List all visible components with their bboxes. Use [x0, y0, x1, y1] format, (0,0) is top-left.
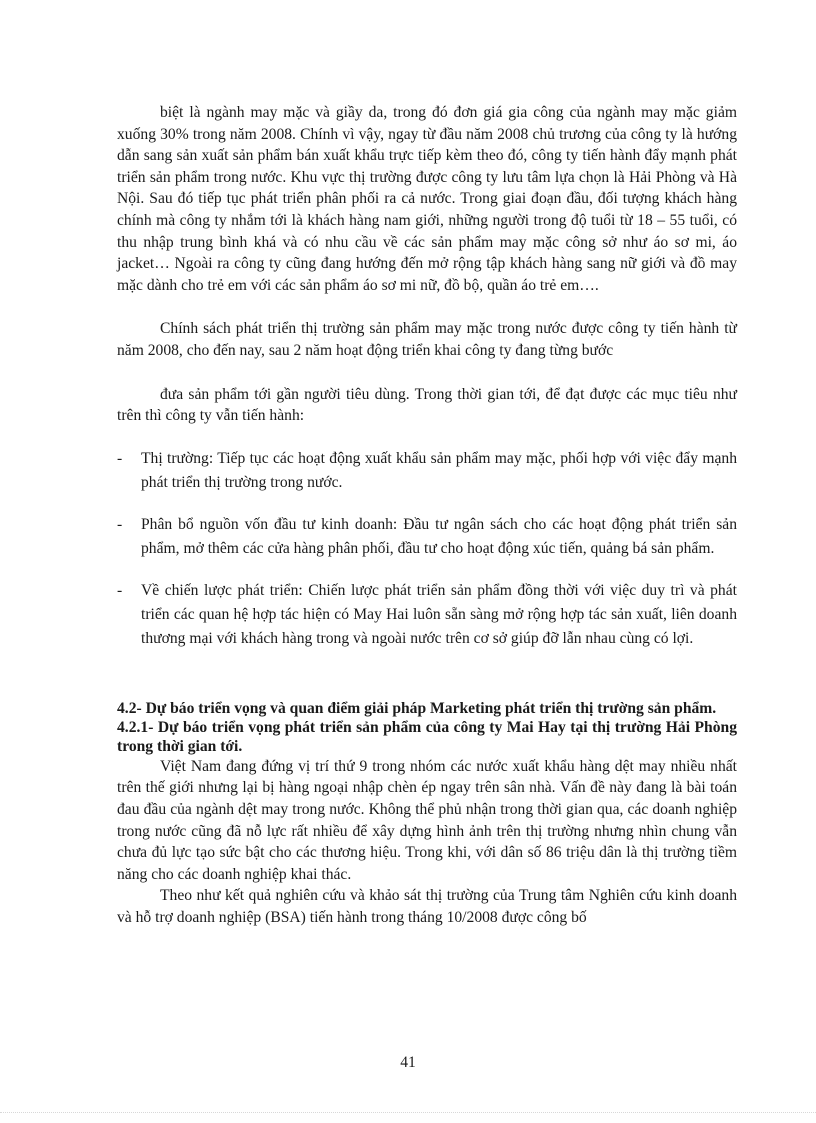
bullet-item-market — [117, 447, 737, 495]
paragraph-market-overview: biệt là ngành may mặc và giầy da, trong đó đơn giá gia công của ngành may mặc giảm xuống 30% trong năm 2008. Chính vì vậy, ngay từ đầu năm 2008 chủ trương của công ty là hướng dẫn sang sản xuất sản phẩm bán xuất khẩu trực tiếp kèm theo đó, công ty tiến hành đẩy mạnh phát triển sản phẩm trong nước. Khu vực thị trường được công ty lưu tâm lựa chọn là Hải Phòng và Hà Nội. Sau đó tiếp tục phát triển phân phối ra cả nước. Trong giai đoạn đầu, đối tượng khách hàng chính mà công ty nhắm tới là khách hàng nam giới, những người trong độ tuổi từ 18 – 55 tuổi, có thu nhập trung bình khá và có nhu cầu về các sản phẩm may mặc công sở như áo sơ mi, áo jacket… Ngoài ra công ty cũng đang hướng đến mở rộng tập khách hàng sang nữ giới và đồ may mặc dành cho trẻ em với các sản phẩm áo sơ mi nữ, đồ bộ, quần áo trẻ em…. — [117, 104, 737, 294]
bullet-item-strategy — [117, 579, 737, 651]
paragraph-domestic-policy: Chính sách phát triển thị trường sản phẩm may mặc trong nước được công ty tiến hành từ năm 2008, cho đến nay, sau 2 năm hoạt động triển khai công ty đang từng bước — [117, 320, 737, 359]
page-content — [117, 102, 737, 928]
page-number: 41 — [400, 1054, 416, 1071]
page-bottom-divider — [0, 1112, 816, 1113]
bullet-list — [117, 447, 737, 651]
bullet-marker: - — [117, 449, 123, 467]
paragraph-vietnam-textile: Việt Nam đang đứng vị trí thứ 9 trong nhóm các nước xuất khẩu hàng dệt may nhiều nhất trên thế giới nhưng lại bị hàng ngoại nhập chèn ép ngay trên sân nhà. Vấn đề này đang là bài toán đau đầu của ngành dệt may trong nước. Không thể phủ nhận trong thời gian qua, các doanh nghiệp trong nước cũng đã nỗ lực rất nhiều để xây dựng hình ảnh trên thị trường nhưng nhìn chung vẫn chưa đủ lực tạo sức bật cho các thương hiệu. Trong khi, với dân số 86 triệu dân là thị trường tiềm năng cho các doanh nghiệp khai thác. — [117, 757, 737, 883]
bullet-marker: - — [117, 515, 123, 533]
paragraph-bsa-research: Theo như kết quả nghiên cứu và khảo sát thị trường của Trung tâm Nghiên cứu kinh doanh và hỗ trợ doanh nghiệp (BSA) tiến hành trong tháng 10/2008 được công bố — [117, 887, 737, 926]
bullet-text: Về chiến lược phát triển: Chiến lược phát triển sản phẩm đồng thời với việc duy trì và phát triển các quan hệ hợp tác hiện có May Hai luôn sẵn sàng mở rộng hợp tác sản xuất, liên doanh thương mại với khách hàng trong và ngoài nước trên cơ sở giúp đỡ lẫn nhau cùng có lợi. — [141, 581, 737, 647]
bullet-item-investment — [117, 513, 737, 561]
section-heading-4-2: 4.2- Dự báo triển vọng và quan điểm giải pháp Marketing phát triển thị trường sản phẩm. — [117, 699, 717, 717]
bullet-text: Thị trường: Tiếp tục các hoạt động xuất khẩu sản phẩm may mặc, phối hợp với việc đẩy mạnh phát triển thị trường trong nước. — [141, 449, 737, 491]
section-heading-4-2-1: 4.2.1- Dự báo triển vọng phát triển sản phẩm của công ty Mai Hay tại thị trường Hải Phòng trong thời gian tới. — [117, 718, 737, 755]
bullet-marker: - — [117, 581, 123, 599]
bullet-text: Phân bổ nguồn vốn đầu tư kinh doanh: Đầu tư ngân sách cho các hoạt động phát triển sản phẩm, mở thêm các cửa hàng phân phối, đầu tư cho hoạt động xúc tiến, quảng bá sản phẩm. — [141, 515, 737, 557]
paragraph-next-steps: đưa sản phẩm tới gần người tiêu dùng. Trong thời gian tới, để đạt được các mục tiêu như trên thì công ty vẫn tiến hành: — [117, 385, 737, 425]
